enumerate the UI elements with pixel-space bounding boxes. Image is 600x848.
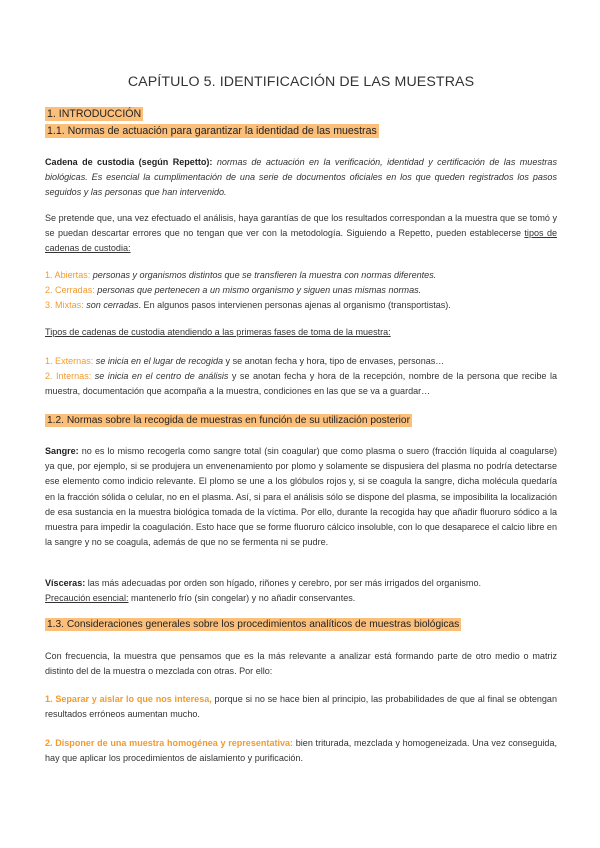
list-item [45, 298, 557, 313]
visceras-label: Vísceras: [45, 578, 86, 588]
homogenea-paragraph [45, 736, 557, 766]
section-recogida-heading [45, 414, 412, 428]
fase-italic: se inicia en el centro de análisis [91, 371, 229, 382]
visceras-text: las más adecuadas por orden son hígado, riñones y cerebro, por ser más irrigados del organismo. [85, 578, 482, 588]
tipo-text: personas que pertenecen a un mismo organismo y siguen unas mismas normas. [94, 285, 422, 296]
homogenea-text: bien triturada, mezclada y homogeneizada. Una vez conseguida, hay que aplicar los procedimientos de aislamiento y purificación. [45, 738, 557, 764]
list-item [45, 268, 557, 283]
sangre-text: no es lo mismo recogerla como sangre total (sin coagular) que como plasma o suero (fracción líquida al coagularse) ya que, por ejemplo, si se produjera un envenenamiento por plomo y solamente se dispusiera del plasma no podría detectarse ese elemento como indicio relevante. El plomo se une a los glóbulos rojos y, si se coagula la sangre, dicha molécula quedaría en la fracción sólida o celular, no en el plasma. Así, si para el análisis sólo se dispone del plasma, se imposibilita la localización de esa sustancia en la muestra biológica tomada de la víctima. Por ello, durante la recogida hay que añadir fluoruro sódico a la muestra para impedir la coagulación. Esto hace que se forme fluoruro cálcico insoluble, con lo que desaparece el calcio libre en la sangre y no se coagula, además de que no se fermenta ni se pudre. [45, 446, 557, 548]
section-heading: 1.2. Normas sobre la recogida de muestras en función de su utilización posterior [47, 415, 410, 426]
visceras-paragraph [45, 576, 557, 606]
tipo-label: 3. Mixtas: [45, 300, 84, 311]
tipo-text: personas y organismos distintos que se transfieren la muestra con normas diferentes. [90, 270, 437, 280]
fase-text: y se anotan fecha y hora de la recepción, nombre de la persona que recibe la muestra, documentación que acompaña a la muestra, condiciones en las que se va a guardar… [45, 371, 557, 397]
fase-label: 1. Externas: [45, 356, 94, 366]
sangre-label: Sangre: [45, 446, 79, 456]
fases-heading-text: Tipos de cadenas de custodia atendiendo a las primeras fases de toma de la muestra: [45, 327, 391, 337]
tipo-label: 1. Abiertas: [45, 270, 91, 280]
section-heading: 1.3. Consideraciones generales sobre los procedimientos analíticos de muestras biológicas [47, 619, 460, 630]
tipos-list [45, 268, 557, 314]
list-item [45, 354, 557, 369]
custodia-definition: normas de actuación en la verificación, identidad y certificación de las muestras biológicas. Es esencial la cumplimentación de una serie de documentos oficiales en los que queden registrados los pasos seguidos y las personas que han intervenido. [45, 157, 557, 198]
list-item [45, 369, 557, 399]
pretende-text: Se pretende que, una vez efectuado el análisis, haya garantías de que los resultados correspondan a la muestra que se tomó y se puedan descartar errores que no tengan que ver con la metodología. Siguiendo a Repetto, pueden establecerse [45, 213, 557, 239]
section-introduccion [45, 107, 379, 138]
tipo-text: . En algunos pasos intervienen personas ajenas al organismo (transportistas). [138, 300, 451, 311]
tipos-link: tipos de cadenas de custodia: [45, 228, 558, 254]
separar-label: 1. Separar y aislar lo que nos interesa, [45, 694, 212, 704]
chapter-title: CAPÍTULO 5. IDENTIFICACIÓN DE LAS MUESTRAS [127, 74, 475, 90]
section-consideraciones-heading [45, 618, 461, 632]
precaucion-text: mantenerlo frío (sin congelar) y no añadir conservantes. [128, 593, 356, 604]
custodia-paragraph [45, 155, 557, 201]
homogenea-label: 2. Disponer de una muestra homogénea y representativa: [45, 738, 294, 748]
precaucion-label: Precaución esencial: [45, 593, 129, 604]
tipo-label: 2. Cerradas: [45, 285, 95, 296]
list-item [45, 283, 557, 298]
subsection-heading: 1.1. Normas de actuación para garantizar la identidad de las muestras [47, 125, 377, 137]
separar-text: porque si no se hace bien al principio, las probabilidades de que al final se obtengan resultados erróneos aumentan mucho. [45, 694, 557, 720]
custodia-label: Cadena de custodia (según Repetto): [45, 157, 213, 167]
section-heading: 1. INTRODUCCIÓN [47, 108, 142, 120]
consideraciones-intro: Con frecuencia, la muestra que pensamos que es la más relevante a analizar está formando parte de otro medio o matriz distinto del de la muestra o mezclada con otras. Por ello: [45, 651, 557, 677]
fase-italic: se inicia en el lugar de recogida [93, 356, 224, 366]
fase-text: y se anotan fecha y hora, tipo de envases, personas… [223, 356, 445, 366]
pretende-paragraph [45, 211, 557, 257]
tipos-fases-heading [45, 325, 557, 340]
separar-paragraph [45, 692, 557, 722]
tipos-fases-list [45, 354, 557, 400]
sangre-paragraph [45, 444, 557, 550]
fase-label: 2. Internas: [45, 371, 92, 382]
tipo-italic: son cerradas [83, 300, 139, 311]
